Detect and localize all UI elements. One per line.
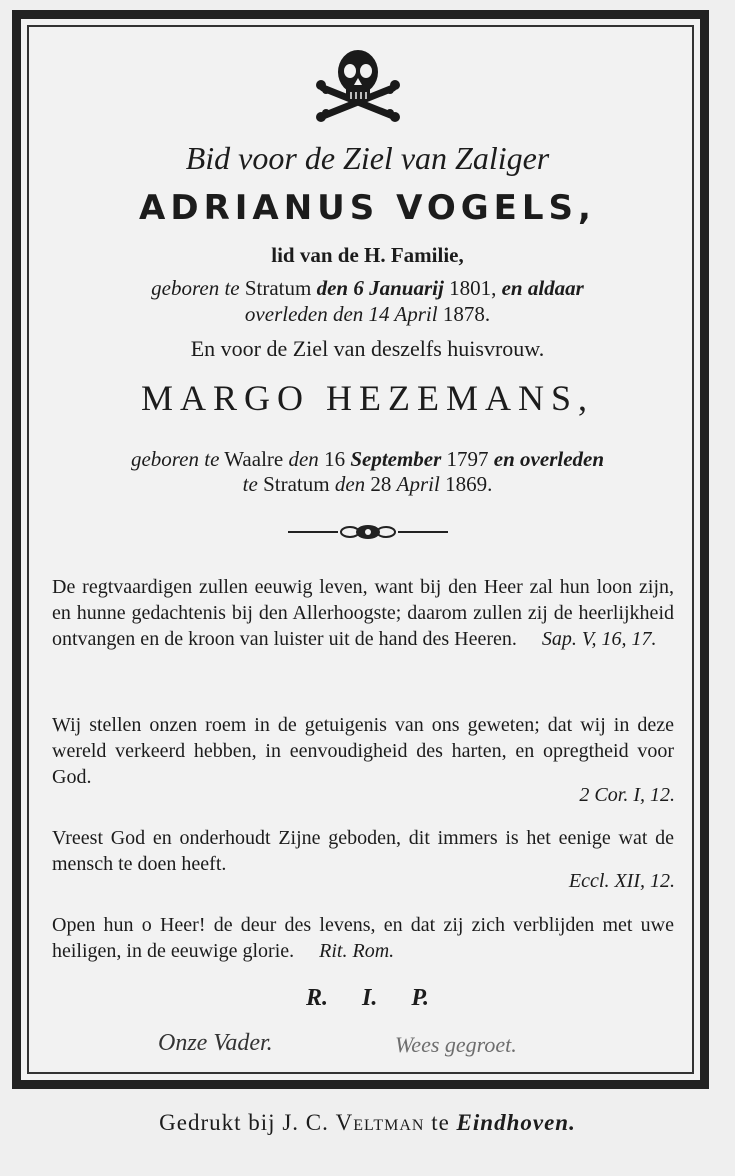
death-prefix: te [242, 472, 258, 496]
birth-place: Stratum [239, 276, 317, 300]
ornament-divider-icon [288, 522, 448, 542]
printer-line [0, 1110, 735, 1136]
birth-place: Waalre [219, 447, 289, 471]
printer-name: Veltman [335, 1110, 425, 1135]
birth-month: September [350, 447, 442, 471]
birth-day: 16 [318, 447, 351, 471]
skull-crossbones-icon [315, 44, 401, 122]
wife-birth [24, 447, 711, 472]
printer-mid: te [424, 1110, 457, 1135]
husband-birth [24, 276, 711, 301]
verse-reference: Rit. Rom. [319, 940, 395, 962]
death-date: overleden den 14 April [244, 302, 438, 326]
wife-name: MARGO HEZEMANS, [140, 378, 594, 418]
husband-name: ADRIANUS VOGELS, [139, 188, 596, 228]
birth-suffix: en overleden [493, 447, 605, 471]
death-year: 1878. [437, 302, 491, 326]
verse-1 [52, 574, 674, 652]
rip-text: R. I. P. [306, 985, 429, 1011]
death-den: den [334, 472, 366, 496]
verse-reference: Sap. V, 16, 17. [541, 628, 657, 650]
verse-3: Vreest God en onderhoudt Zijne geboden, dit immers is het eenige wat de mensch te doen heeft. [52, 827, 674, 875]
death-month: April [396, 472, 440, 496]
verse-3-reference: Eccl. XII, 12. [568, 870, 675, 892]
verse-text: Open hun o Heer! de deur des levens, en dat zij zich verblijden met uwe heiligen, in de eeuwige glorie. [52, 914, 674, 962]
verse-4 [52, 912, 674, 964]
printer-city: Eindhoven. [456, 1110, 576, 1135]
birth-year: 1801, [443, 276, 502, 300]
wife-intro: En voor de Ziel van deszelfs huisvrouw. [190, 336, 545, 361]
husband-membership: lid van de H. Familie, [271, 243, 464, 267]
prayer-left: Onze Vader. [158, 1030, 273, 1056]
death-day: 28 [365, 472, 397, 496]
birth-suffix: en aldaar [501, 276, 584, 300]
verse-2: Wij stellen onzen roem in de getuigenis van ons geweten; dat wij in deze wereld verkeerd hebben, in eenvoudigheid des harten, en opregtheid voor God. [52, 714, 674, 788]
heading: Bid voor de Ziel van Zaliger [185, 140, 550, 176]
death-year: 1869. [439, 472, 493, 496]
birth-den: den [288, 447, 319, 471]
wife-death [24, 472, 711, 497]
printer-prefix: Gedrukt bij J. C. [159, 1110, 336, 1135]
verse-text: De regtvaardigen zullen eeuwig leven, want bij den Heer zal hun loon zijn, en hunne gedachtenis bij den Allerhoogste; daarom zullen zij de heerlijkheid ontvangen en de kroon van luister uit de hand des Heeren. [52, 576, 674, 650]
birth-year: 1797 [441, 447, 494, 471]
verse-2-reference: 2 Cor. I, 12. [579, 784, 675, 806]
prayer-right: Wees gegroet. [395, 1032, 517, 1057]
birth-prefix: geboren te [151, 276, 240, 300]
birth-prefix: geboren te [130, 447, 220, 471]
birth-date: den 6 Januarij [316, 276, 444, 300]
husband-death [24, 302, 711, 327]
death-place: Stratum [257, 472, 335, 496]
